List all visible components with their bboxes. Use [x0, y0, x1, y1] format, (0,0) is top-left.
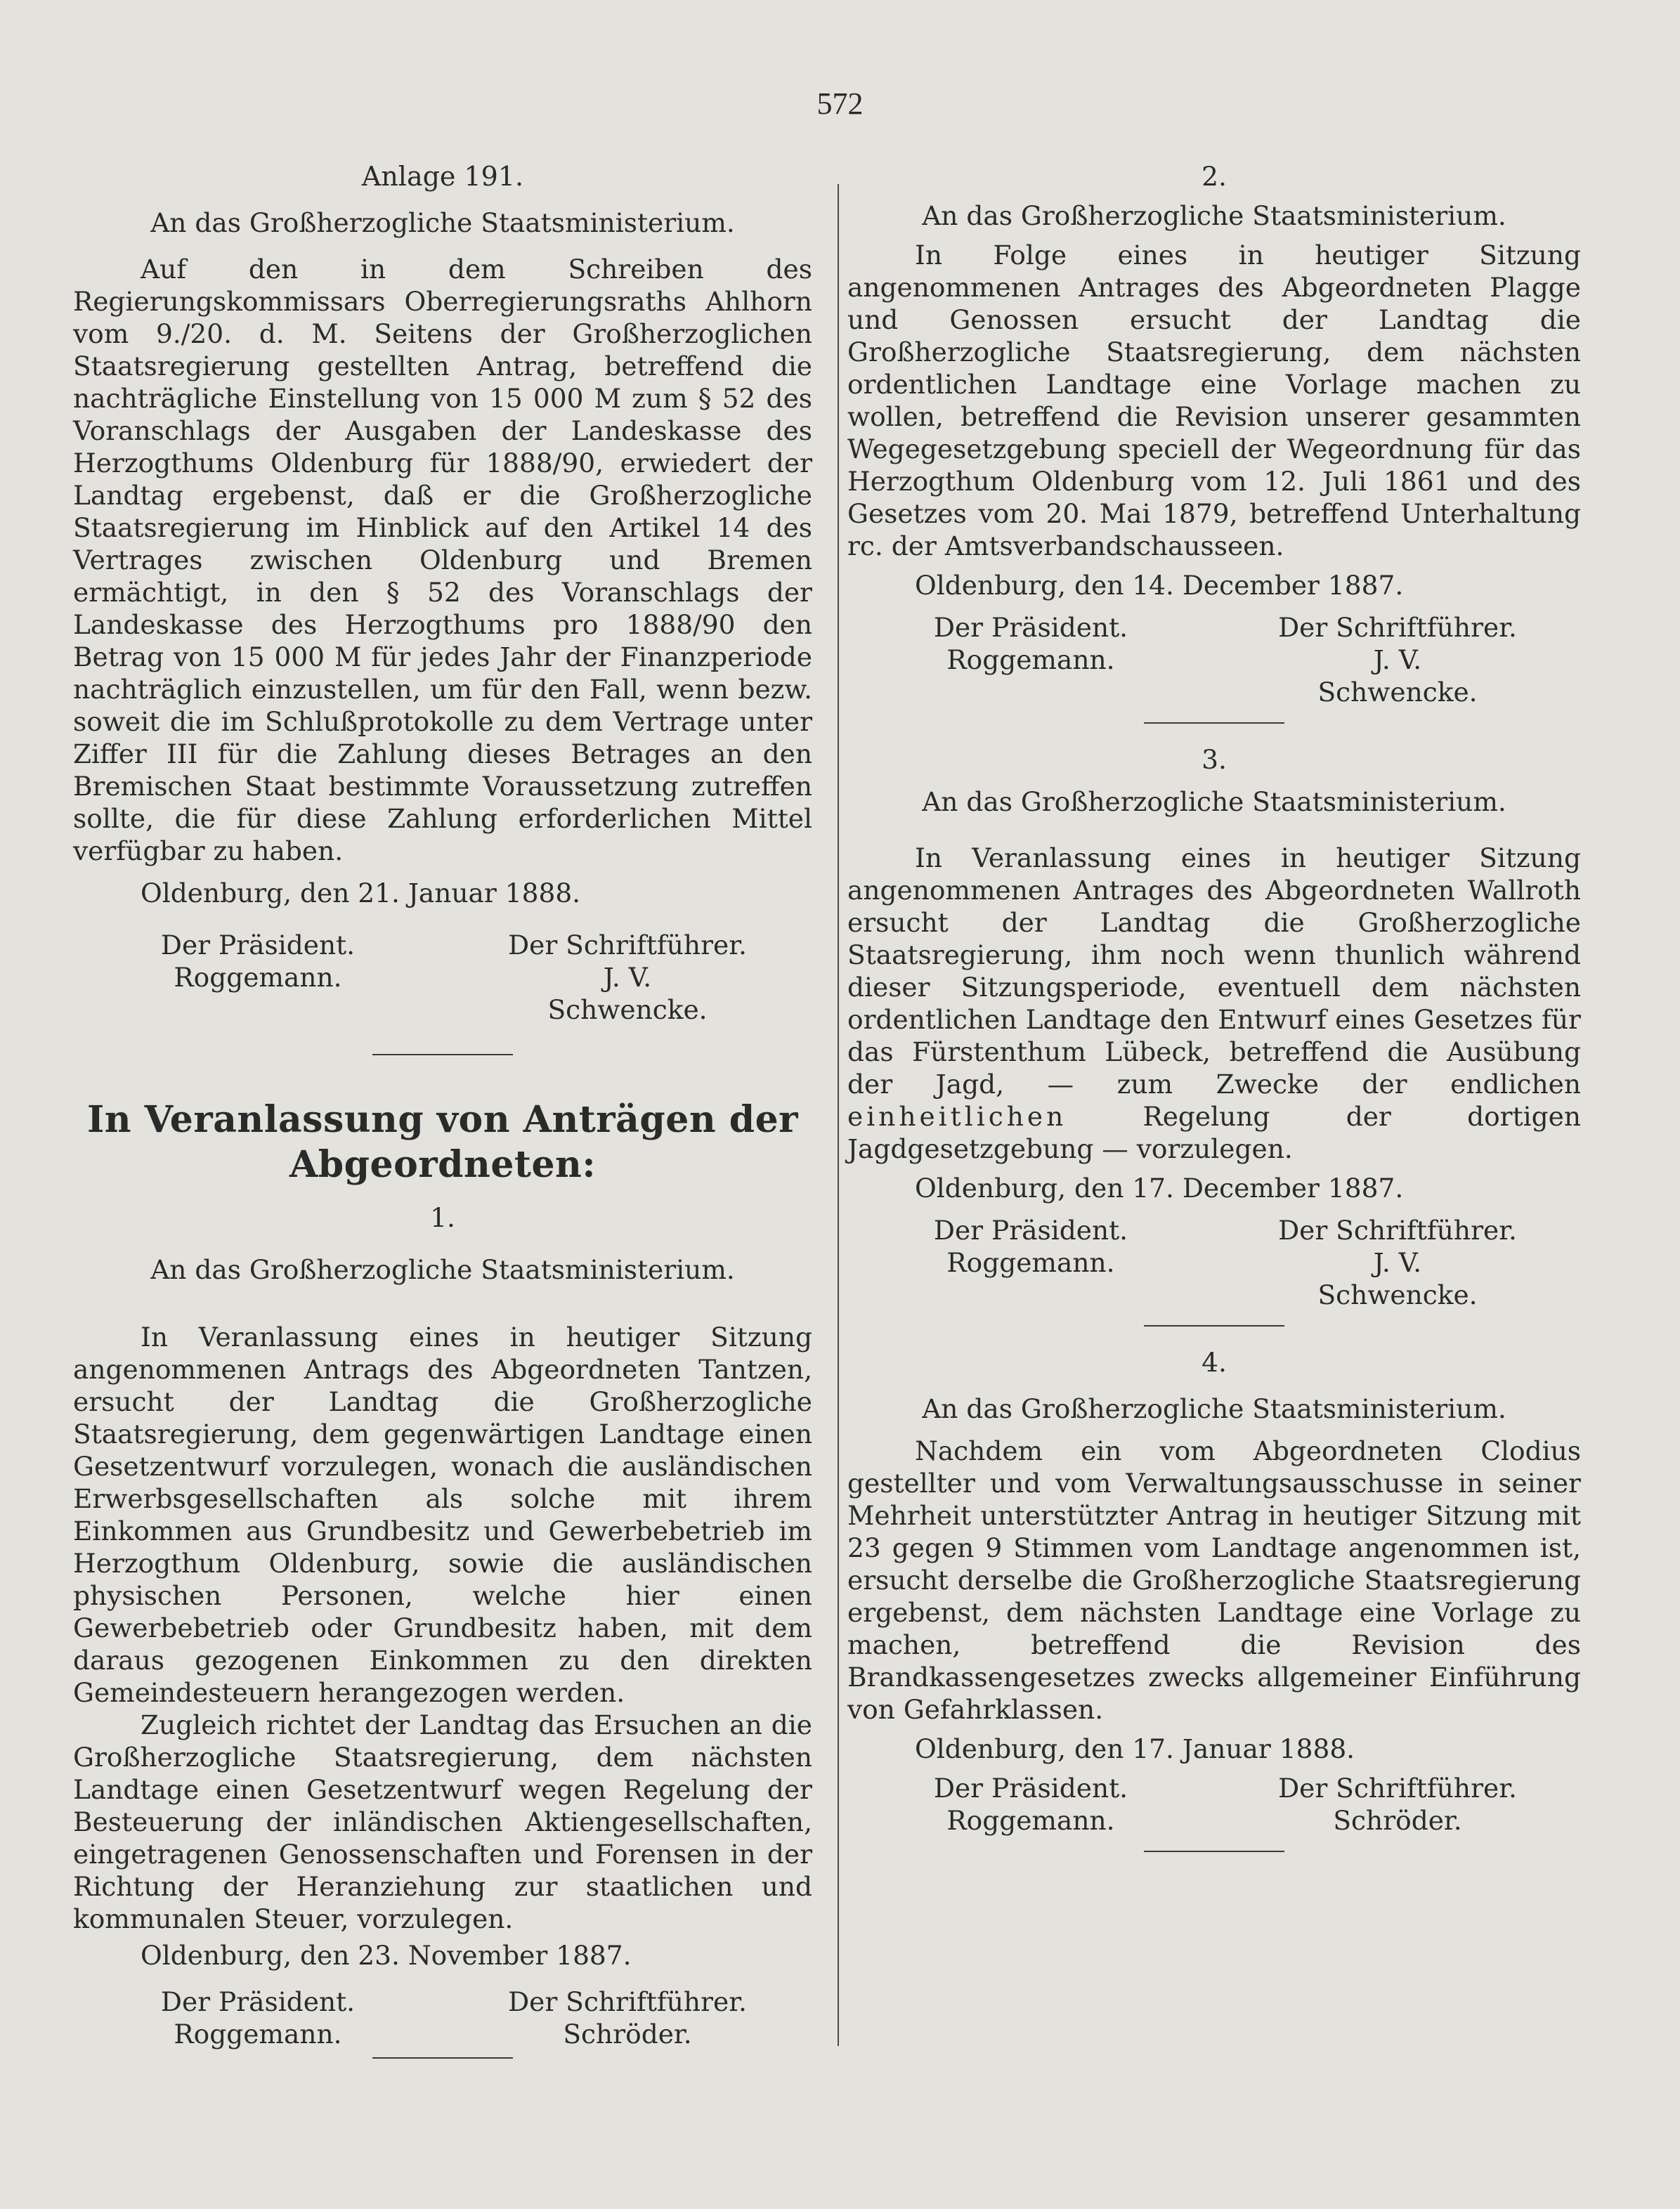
signature-name: Roggemann. [174, 962, 342, 993]
letter-body: In Folge eines in heutiger Sitzung angenommenen Antrages des Abgeordneten Plagge und Genossen ersucht der Landtag die Großherzogliche Staatsregierung, dem nächsten ordentlichen Landtage eine Vorlage machen zu wollen, betreffend die Revision unserer gesammten Wegegesetzgebung speciell der Wegeordnung für das Herzogthum Oldenburg vom 12. Juli 1861 und des Gesetzes vom 20. Mai 1879, betreffend Unterhaltung rc. der Amtsverbandschausseen. [847, 240, 1581, 561]
letter-body: Zugleich richtet der Landtag das Ersuchen an die Großherzogliche Staatsregierung, dem nächsten Landtage einen Gesetzentwurf wegen Regelung der Besteuerung der inländischen Aktiengesellschaften, eingetragenen Genossenschaften und Forensen in der Richtung der Heranziehung zur staatlichen und kommunalen Steuer, vorzulegen. [73, 1709, 812, 1934]
item-number: 4. [1202, 1347, 1227, 1378]
letter-date: Oldenburg, den 17. December 1887. [915, 1173, 1404, 1204]
section-separator [1144, 1325, 1284, 1327]
signature-name: Roggemann. [946, 1805, 1115, 1836]
signature-president [73, 929, 443, 1026]
signature-block [847, 1772, 1581, 1837]
signature-president [847, 611, 1214, 708]
signature-block [73, 929, 812, 1026]
addressee: An das Großherzogliche Staatsministerium. [922, 200, 1506, 231]
signature-title: Der Präsident. [933, 1773, 1128, 1804]
signature-name: Schröder. [1333, 1805, 1462, 1836]
signature-title: Der Schriftführer. [1278, 1773, 1517, 1804]
signature-name: J. V. [1373, 644, 1422, 675]
anlage-title: Anlage 191. [361, 161, 524, 192]
signature-title: Der Schriftführer. [1278, 612, 1517, 643]
signature-name: Schwencke. [1317, 1279, 1478, 1310]
section-separator [372, 2057, 513, 2059]
letter-date: Oldenburg, den 17. Januar 1888. [915, 1733, 1355, 1764]
letter-body: Nachdem ein vom Abgeordneten Clodius gestellter und vom Verwaltungsausschusse in seiner Mehrheit unterstützter Antrag in heutiger Sitzung mit 23 gegen 9 Stimmen vom Landtage angenommen ist, ersucht derselbe die Großherzogliche Staatsregierung ergebenst, dem nächsten Landtage eine Vorlage zu machen, betreffend die Revision des Brandkassengesetzes zwecks allgemeiner Einführung von Gefahrklassen. [847, 1435, 1581, 1725]
left-column [73, 160, 812, 2059]
signature-name: Schröder. [563, 2019, 692, 2050]
letter-body: In Veranlassung eines in heutiger Sitzung angenommenen Antrags des Abgeordneten Tantzen, ersucht der Landtag die Großherzogliche Staatsregierung, dem gegenwärtigen Landtage einen Gesetzentwurf vorzulegen, wonach die ausländischen Erwerbsgesellschaften als solche mit ihrem Einkommen aus Grundbesitz und Gewerbebetrieb im Herzogthum Oldenburg, sowie die ausländischen physischen Personen, welche hier einen Gewerbebetrieb oder Grundbesitz haben, mit dem daraus gezogenen Einkommen zu den direkten Gemeindesteuern herangezogen werden. [73, 1322, 812, 1708]
signature-president [847, 1214, 1214, 1311]
signature-title: Der Präsident. [933, 612, 1128, 643]
section-heading: In Veranlassung von Anträgen der Abgeordneten: [86, 1098, 799, 1186]
signature-title: Der Schriftführer. [1278, 1215, 1517, 1246]
letter-date: Oldenburg, den 14. December 1887. [915, 570, 1404, 601]
signature-block [73, 1986, 812, 2050]
addressee: An das Großherzogliche Staatsministerium. [922, 786, 1506, 817]
signature-name: Schwencke. [1317, 677, 1478, 708]
signature-president [847, 1772, 1214, 1837]
column-divider [838, 184, 839, 2046]
signature-title: Der Schriftführer. [508, 930, 747, 960]
signature-name: Roggemann. [946, 1247, 1115, 1278]
signature-block [847, 1214, 1581, 1311]
letter-body: Auf den in dem Schreiben des Regierungskommissars Oberregierungsraths Ahlhorn vom 9./20. d. M. Seitens der Großherzoglichen Staatsregierung gestellten Antrag, betreffend die nachträgliche Einstellung von 15 000 M zum § 52 des Voranschlags der Ausgaben der Landeskasse des Herzogthums Oldenburg für 1888/90, erwiedert der Landtag ergebenst, daß er die Großherzogliche Staatsregierung im Hinblick auf den Artikel 14 des Vertrages zwischen Oldenburg und Bremen ermächtigt, in den § 52 des Voranschlags der Landeskasse des Herzogthums pro 1888/90 den Betrag von 15 000 M für jedes Jahr der Finanzperiode nachträglich einzustellen, um für den Fall, wenn bezw. soweit die im Schlußprotokolle zu dem Vertrage unter Ziffer III für die Zahlung dieses Betrages an den Bremischen Staat bestimmte Voraussetzung zutreffen sollte, die für diese Zahlung erforderlichen Mittel verfügbar zu haben. [73, 254, 812, 866]
signature-name: J. V. [1373, 1247, 1422, 1278]
signature-title: Der Präsident. [933, 1215, 1128, 1246]
section-separator [1144, 722, 1284, 724]
right-column [847, 160, 1581, 1852]
signature-name: J. V. [603, 962, 652, 993]
signature-name: Roggemann. [174, 2019, 342, 2050]
signature-president [73, 1986, 443, 2050]
signature-title: Der Schriftführer. [508, 1986, 747, 2017]
section-separator [1144, 1851, 1284, 1852]
letter-date: Oldenburg, den 23. November 1887. [141, 1940, 632, 1971]
page-number: 572 [816, 86, 864, 121]
signature-secretary [1214, 1214, 1581, 1311]
letter-body-part: In Veranlassung eines in heutiger Sitzung angenommenen Antrages des Abgeordneten Wallroth ersucht der Landtag die Großherzogliche Staatsregierung, ihm noch wenn thunlich während dieser Sitzungsperiode, eventuell dem nächsten ordentlichen Landtage den Entwurf eines Gesetzes für das Fürstenthum Lübeck, betreffend die Ausübung der Jagd, — zum Zwecke der endlichen [847, 842, 1581, 1100]
signature-name: Schwencke. [547, 994, 708, 1025]
signature-title: Der Präsident. [160, 930, 356, 960]
addressee: An das Großherzogliche Staatsministerium. [150, 1254, 735, 1285]
addressee: An das Großherzogliche Staatsministerium. [922, 1393, 1506, 1424]
emphasized-word: einheitlichen [847, 1101, 1067, 1132]
signature-secretary [1214, 1772, 1581, 1837]
section-separator [372, 1054, 513, 1055]
signature-name: Roggemann. [946, 644, 1115, 675]
letter-body [847, 842, 1581, 1165]
signature-secretary [443, 1986, 812, 2050]
addressee: An das Großherzogliche Staatsministerium. [150, 207, 735, 238]
item-number: 3. [1202, 744, 1227, 775]
signature-secretary [1214, 611, 1581, 708]
item-number: 1. [430, 1202, 455, 1233]
signature-title: Der Präsident. [160, 1986, 356, 2017]
item-number: 2. [1202, 161, 1227, 192]
letter-body-part: Regelung der dortigen Jagdgesetzgebung — vorzulegen. [847, 1101, 1581, 1164]
signature-secretary [443, 929, 812, 1026]
letter-date: Oldenburg, den 21. Januar 1888. [141, 878, 581, 908]
signature-block [847, 611, 1581, 708]
